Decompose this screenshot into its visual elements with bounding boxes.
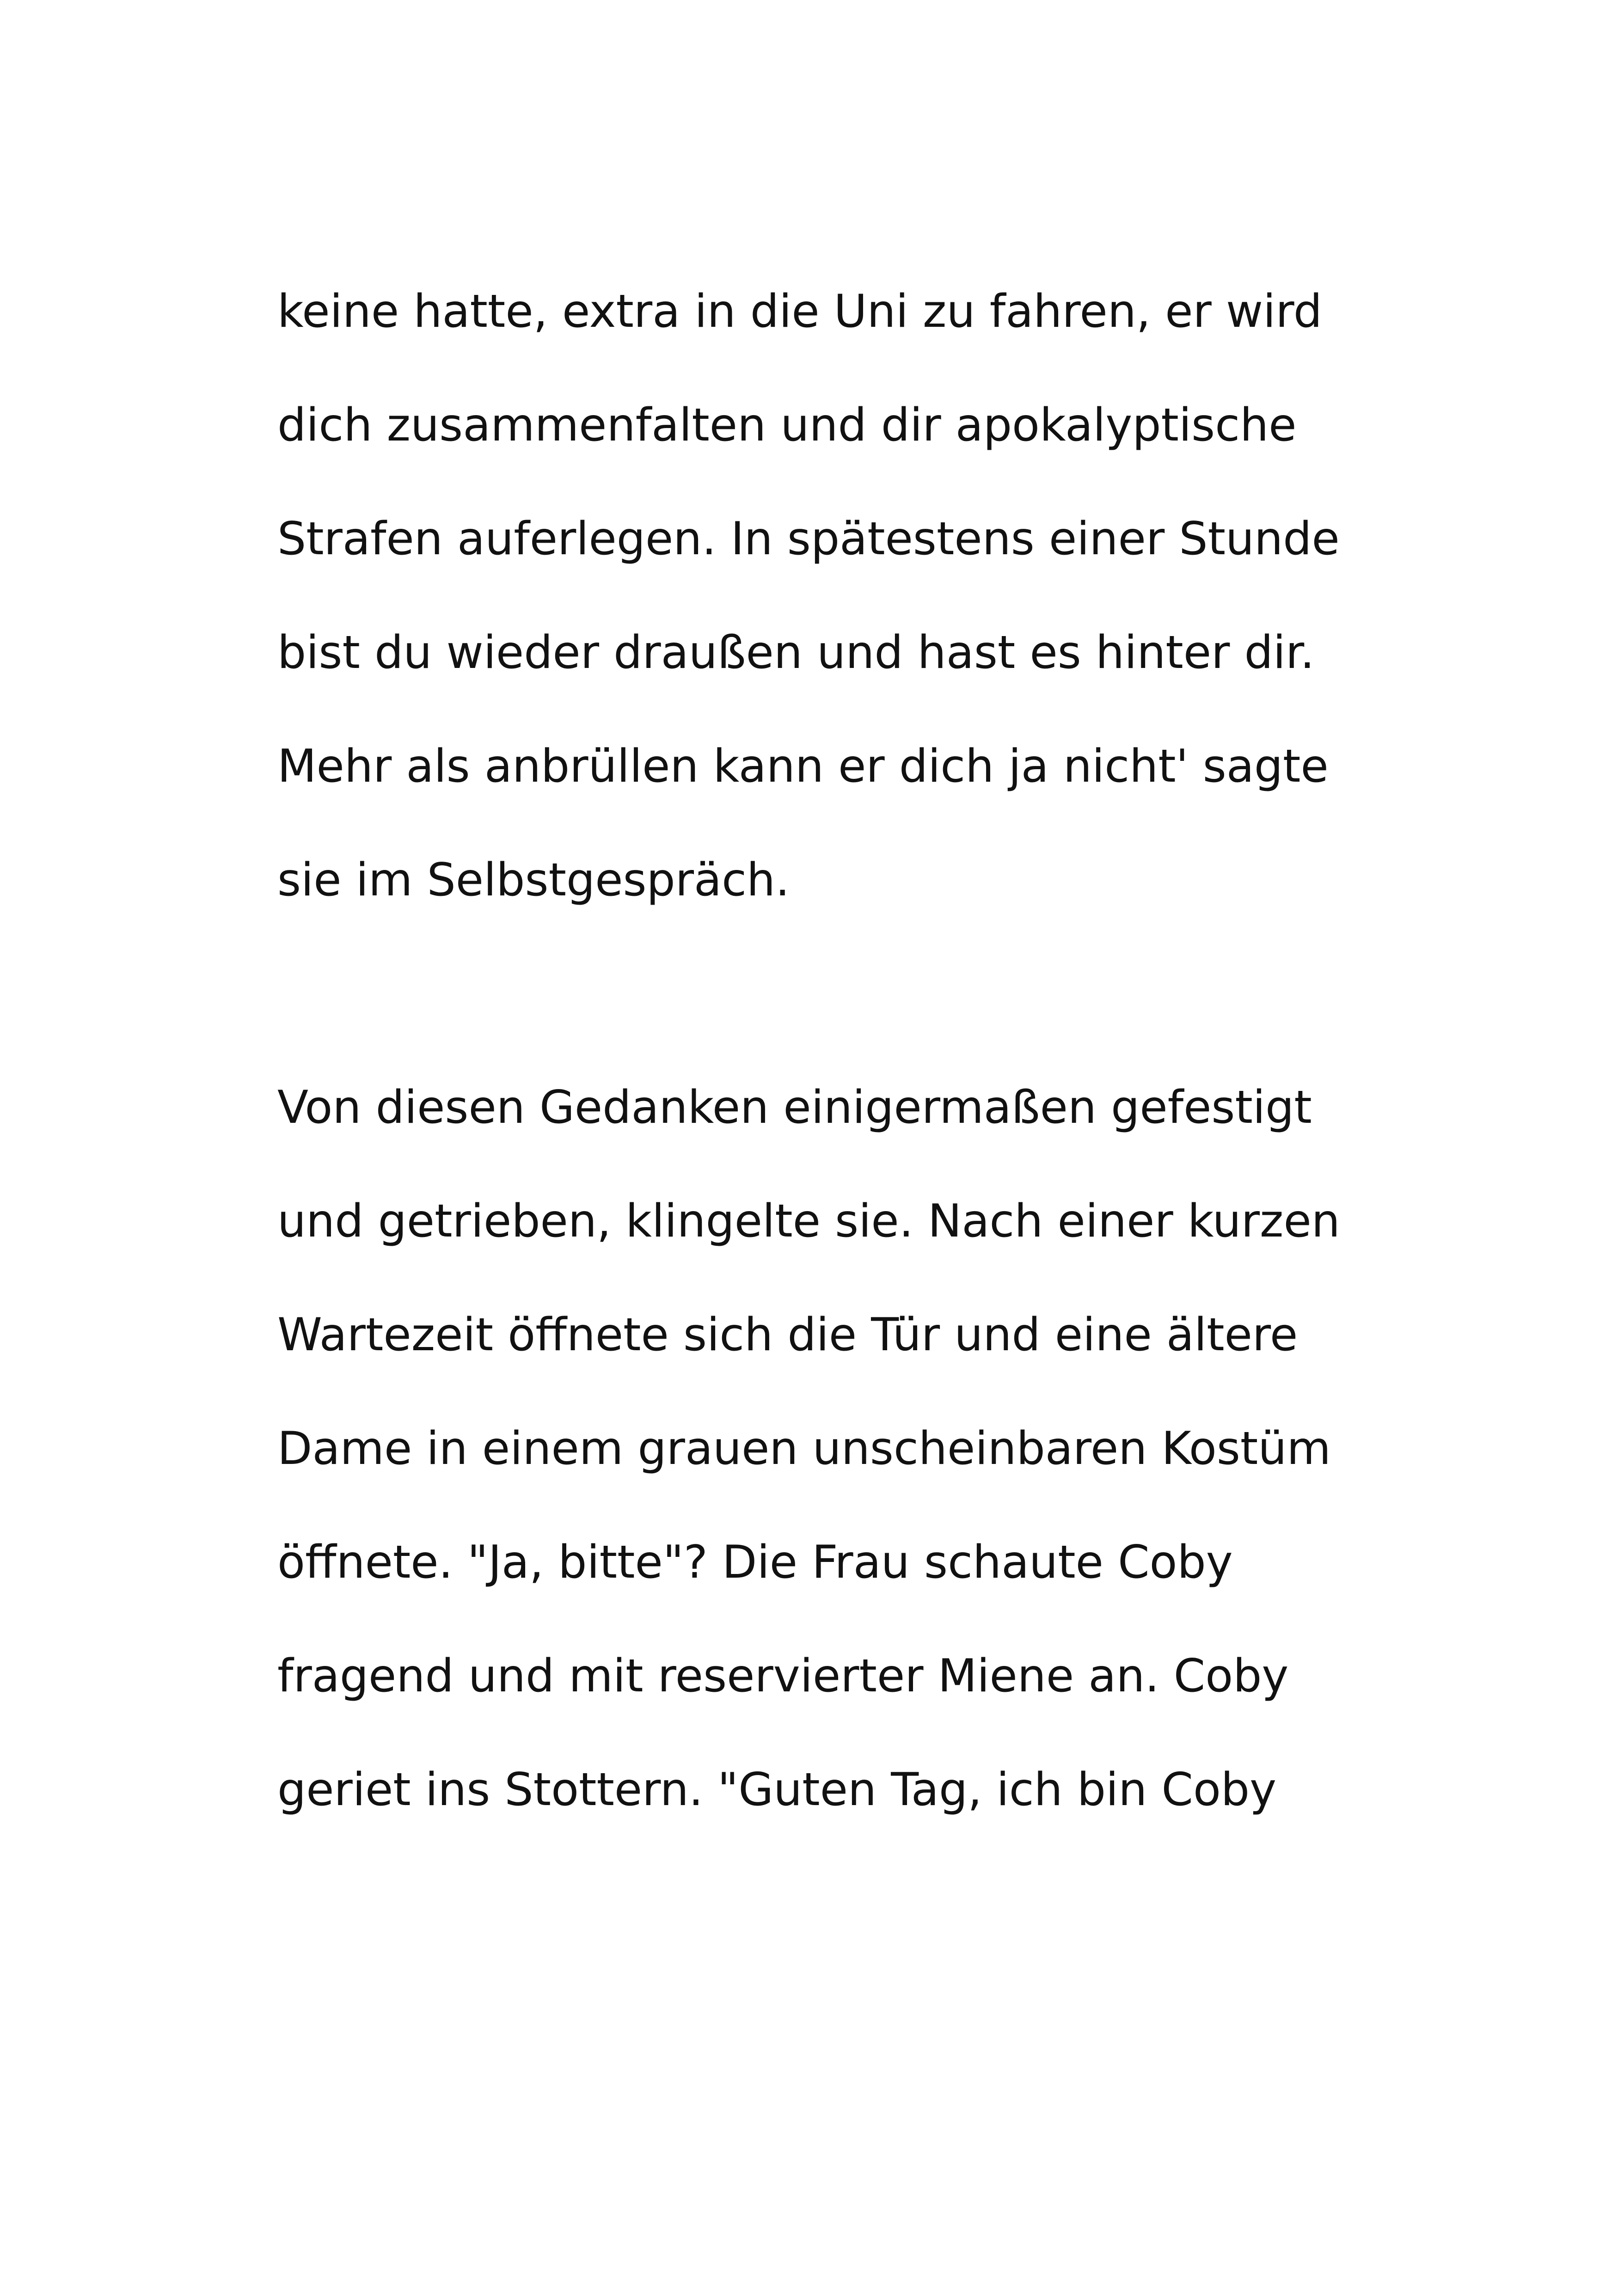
text-line: Mehr als anbrüllen kann er dich ja nicht' sagte (277, 740, 1329, 793)
text-line: fragend und mit reservierter Miene an. Coby (277, 1650, 1289, 1702)
text-line: geriet ins Stottern. "Guten Tag, ich bin Coby (277, 1763, 1277, 1816)
text-line: Wartezeit öffnete sich die Tür und eine ältere (277, 1309, 1298, 1361)
text-line: und getrieben, klingelte sie. Nach einer kurzen (277, 1195, 1340, 1248)
text-line: sie im Selbstgespräch. (277, 854, 790, 906)
text-line: Strafen auferlegen. In spätestens einer Stunde (277, 513, 1340, 565)
text-line: Von diesen Gedanken einigermaßen gefestigt (277, 1081, 1312, 1134)
text-line: bist du wieder draußen und hast es hinter dir. (277, 626, 1315, 679)
text-line: Dame in einem grauen unscheinbaren Kostüm (277, 1422, 1331, 1475)
text-line: dich zusammenfalten und dir apokalyptische (277, 399, 1297, 452)
text-line: keine hatte, extra in die Uni zu fahren, er wird (277, 285, 1323, 338)
text-line: öffnete. "Ja, bitte"? Die Frau schaute Coby (277, 1536, 1233, 1589)
